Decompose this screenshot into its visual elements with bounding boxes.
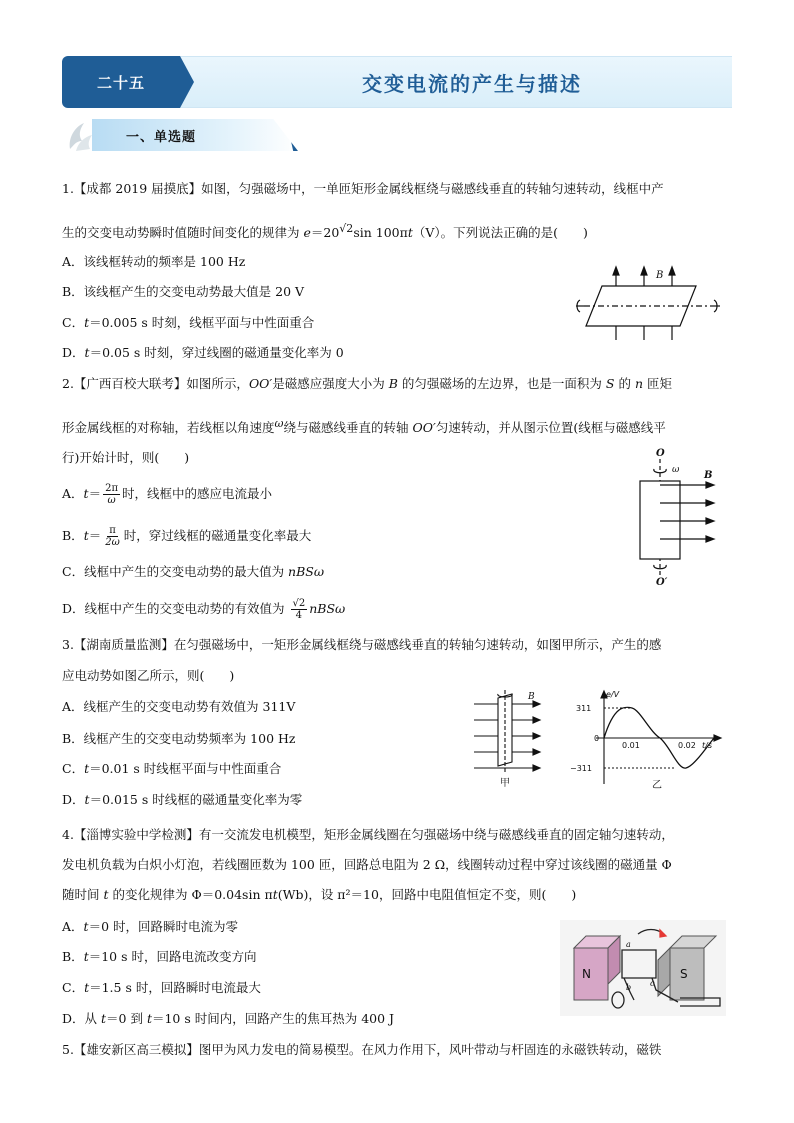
q4-line2: 发电机负载为白炽小灯泡，若线圈匝数为 100 匝，回路总电阻为 2 Ω，线圈转动过程中穿过该线圈的磁通量 Φ — [62, 857, 672, 872]
q4-option-c-label: C． — [62, 980, 85, 995]
q4-figure-label-s: S — [680, 967, 688, 981]
q4-option-b-label: B． — [62, 949, 84, 964]
q2-line1-a: 2.【广西百校大联考】如图所示， — [62, 376, 249, 391]
q4-option-d-label: D．从 — [62, 1011, 101, 1026]
q3-line2: 应电动势如图乙所示，则( ) — [62, 668, 235, 683]
q4-option-a-var: t — [83, 919, 89, 934]
q3-figure-jia-label-b: B — [528, 692, 535, 702]
q2-option-b-num: π — [109, 525, 116, 536]
q4-option-c-var: t — [84, 980, 90, 995]
q2-figure-label-omega: ω — [672, 465, 680, 475]
q4-option-b-var: t — [83, 949, 89, 964]
q2-option-b — [62, 525, 311, 548]
q2-option-d-num: √2 — [292, 598, 306, 609]
q2-figure-half-field-frame — [632, 447, 724, 587]
q1-option-c-var: t — [84, 315, 90, 330]
q1-option-d-label: D． — [62, 345, 85, 360]
q1-line2-tail: （V）。下列说法正确的是( ) — [412, 225, 588, 240]
q3-figure-jia-caption: 甲 — [500, 778, 510, 789]
chapter-title: 交变电流的产生与描述 — [362, 71, 582, 96]
q2-line2-oo: OO′ — [412, 420, 436, 435]
q1-option-c — [62, 314, 314, 332]
q3-option-d-text: ＝0.015 s 时线框的磁通量变化率为零 — [89, 792, 303, 807]
q2-line2-a: 形金属线框的对称轴，若线框以角速度 — [62, 420, 275, 435]
q4-option-b — [62, 948, 257, 966]
q1-option-a: A．该线框转动的频率是 100 Hz — [62, 254, 246, 269]
q4-line3-t: t — [103, 887, 109, 902]
chapter-number: 二十五 — [62, 56, 180, 108]
q4-figure-label-a: a — [626, 940, 631, 949]
q4-figure-generator — [560, 920, 726, 1016]
q4-option-b-text: ＝10 s 时，回路电流改变方向 — [88, 949, 257, 964]
q2-option-a-t: t — [83, 486, 89, 501]
q2-figure-label-b: B — [704, 470, 713, 481]
q4-option-c-text: ＝1.5 s 时，回路瞬时电流最大 — [89, 980, 261, 995]
q4-option-d-var: t — [101, 1011, 107, 1026]
q4-option-c — [62, 979, 261, 997]
q3-figure-yi-001: 0.01 — [622, 741, 640, 750]
q1-line2-text: 生的交变电动势瞬时值随时间变化的规律为 — [62, 225, 304, 240]
q2-line1-oo: OO′ — [248, 376, 273, 391]
q2-option-a-fraction — [103, 483, 120, 506]
q2-option-b-t: t — [83, 528, 89, 543]
q2-line1-b: 是磁感应强度大小为 — [272, 376, 389, 391]
q4-line3 — [62, 886, 576, 904]
section-decoration-icon — [66, 119, 96, 153]
q1-line1: 1.【成都 2019 届摸底】如图，匀强磁场中，一单匝矩形金属线框绕与磁感线垂直的转轴匀速转动，线框中产 — [62, 181, 664, 196]
q2-option-b-den: 2ω — [105, 537, 120, 548]
q2-option-b-eq: ＝ — [88, 528, 102, 543]
q4-option-a-text: ＝0 时，回路瞬时电流为零 — [88, 919, 238, 934]
q1-expr-sin: sin 100π — [353, 225, 408, 240]
q1-option-d — [62, 344, 344, 362]
q3-figure-yi-xlabel: t/s — [702, 741, 712, 750]
q2-line2-omega: ω — [274, 417, 284, 430]
q3-figure-jia — [470, 690, 550, 790]
q2-option-d-expr: nBSω — [309, 601, 346, 616]
q1-line2 — [62, 224, 588, 243]
q3-figure-yi-ylabel: e/V — [606, 690, 620, 699]
q3-figure-yi-neg311: −311 — [570, 764, 592, 773]
q2-line3: 行)开始计时，则( ) — [62, 450, 190, 465]
q3-option-d-var: t — [84, 792, 90, 807]
q2-option-a-eq: ＝ — [88, 486, 102, 501]
q2-line2 — [62, 419, 666, 438]
q4-figure-label-n: N — [582, 967, 591, 981]
q1-figure-rotating-frame — [574, 264, 724, 344]
q1-option-c-text: ＝0.005 s 时刻，线框平面与中性面重合 — [89, 315, 315, 330]
q1-option-c-label: C． — [62, 315, 85, 330]
q2-option-c-expr: nBSω — [288, 564, 325, 579]
q2-option-a-label: A． — [62, 486, 84, 501]
q2-line1-s: S — [605, 376, 615, 391]
section-label: 一、单选题 — [126, 129, 197, 145]
q2-option-d-den: 4 — [295, 610, 303, 621]
q4-figure-label-b: b — [626, 983, 632, 992]
q1-sqrt: √2 — [339, 222, 354, 235]
q2-line1 — [62, 375, 672, 393]
q3-line1: 3.【湖南质量监测】在匀强磁场中，一矩形金属线框绕与磁感线垂直的转轴匀速转动，如图甲所示，产生的感 — [62, 637, 662, 652]
q4-option-d-var2: t — [146, 1011, 152, 1026]
q3-option-d-label: D． — [62, 792, 85, 807]
q2-option-b-label: B． — [62, 528, 84, 543]
q3-figure-yi-zero: 0 — [594, 734, 600, 743]
q4-option-d-text: ＝10 s 时间内，回路产生的焦耳热为 400 J — [151, 1011, 395, 1026]
q3-option-c-label: C． — [62, 761, 85, 776]
q2-option-b-text: 时，穿过线框的磁通量变化率最大 — [123, 528, 312, 543]
q2-line1-c: 的匀强磁场的左边界，也是一面积为 — [397, 376, 606, 391]
q2-option-b-fraction — [103, 525, 122, 548]
q2-option-d-fraction — [291, 598, 308, 621]
section-banner — [66, 115, 298, 155]
q1-option-d-text: ＝0.05 s 时刻，穿过线圈的磁通量变化率为 0 — [89, 345, 344, 360]
q3-option-a: A．线框产生的交变电动势有效值为 311V — [62, 699, 296, 714]
q2-option-a-num: 2π — [105, 483, 119, 494]
q2-option-a-den: ω — [107, 495, 116, 506]
q3-option-c — [62, 760, 281, 778]
q2-line1-bvar: B — [388, 376, 398, 391]
q1-expr-coef: ＝20 — [310, 225, 340, 240]
q2-option-d-text: D．线框中产生的交变电动势的有效值为 — [62, 601, 289, 616]
q1-figure-label-b: B — [656, 270, 664, 281]
q4-line1: 4.【淄博实验中学检测】有一交流发电机模型，矩形金属线圈在匀强磁场中绕与磁感线垂直的固定轴匀速转动， — [62, 827, 674, 842]
q4-option-d — [62, 1010, 394, 1028]
q2-option-a-text: 时，线框中的感应电流最小 — [122, 486, 273, 501]
q4-figure-label-c: c — [650, 979, 655, 988]
q1-var-t: t — [407, 225, 413, 240]
q2-figure-label-o: O — [656, 448, 665, 459]
q2-line1-e: 匝矩 — [643, 376, 672, 391]
q2-figure-label-oprime: O′ — [656, 577, 668, 587]
q4-line3-c: (Wb)，设 π²＝10，回路中电阻值恒定不变，则( ) — [277, 887, 577, 902]
q3-option-b: B．线框产生的交变电动势频率为 100 Hz — [62, 731, 296, 746]
q3-figure-yi-caption: 乙 — [652, 780, 662, 791]
q2-option-d — [62, 598, 345, 621]
q3-option-d — [62, 791, 302, 809]
q4-option-a-label: A． — [62, 919, 84, 934]
q4-option-a — [62, 918, 238, 936]
q5-line1: 5.【雄安新区高三模拟】图甲为风力发电的简易模型。在风力作用下，风叶带动与杆固连的永磁铁转动，磁铁 — [62, 1042, 662, 1057]
chapter-header — [62, 56, 732, 108]
q4-option-d-mid: ＝0 到 — [106, 1011, 147, 1026]
q2-line1-d: 的 — [614, 376, 635, 391]
q2-option-a — [62, 483, 272, 506]
q4-line3-b: 的变化规律为 Φ＝0.04sin π — [108, 887, 273, 902]
q4-line3-a: 随时间 — [62, 887, 104, 902]
q1-option-b: B．该线框产生的交变电动势最大值是 20 V — [62, 284, 305, 299]
q2-line1-n: n — [634, 376, 643, 391]
q3-figure-yi-sine-graph — [566, 688, 726, 792]
q3-option-c-var: t — [84, 761, 90, 776]
q2-option-c — [62, 563, 324, 581]
q1-option-d-var: t — [84, 345, 90, 360]
q4-line3-t2: t — [272, 887, 278, 902]
q3-figure-yi-002: 0.02 — [678, 741, 696, 750]
q3-figure-yi-311: 311 — [576, 704, 592, 713]
q2-line2-c: 匀速转动，并从图示位置(线框与磁感线平 — [435, 420, 666, 435]
q1-var-e: e — [303, 225, 311, 240]
q3-option-c-text: ＝0.01 s 时线框平面与中性面重合 — [89, 761, 282, 776]
q2-option-c-text: C．线框中产生的交变电动势的最大值为 — [62, 564, 289, 579]
q2-line2-b: 绕与磁感线垂直的转轴 — [283, 420, 413, 435]
